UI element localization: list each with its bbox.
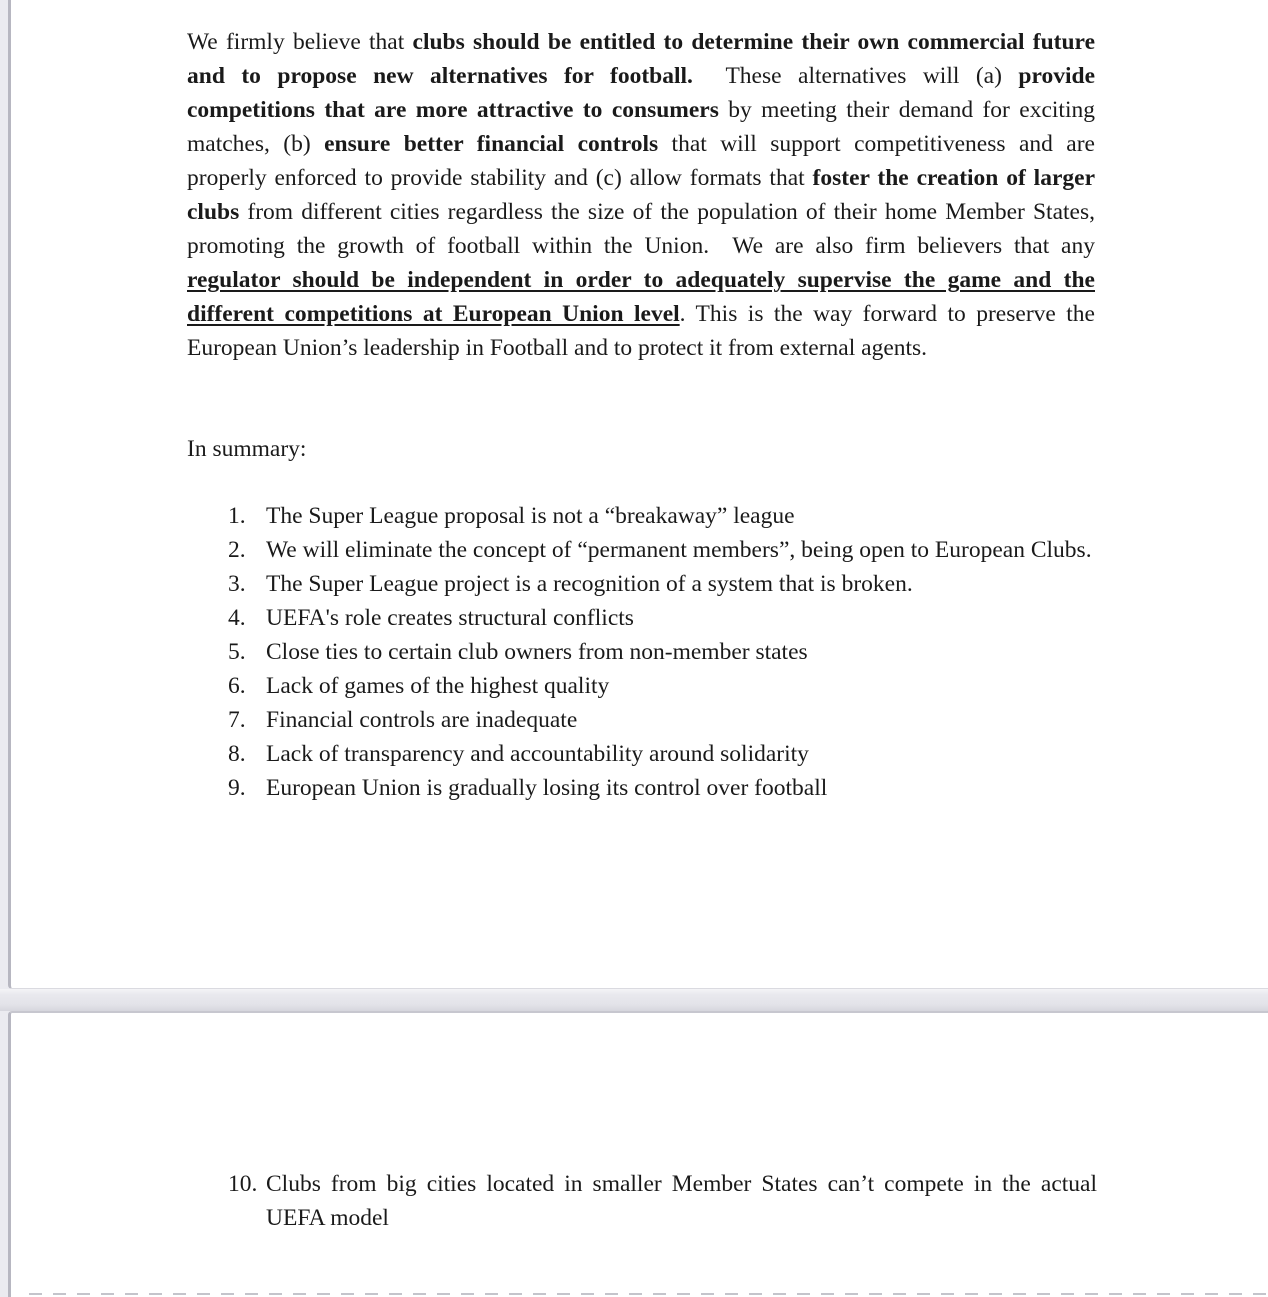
list-item-number: 5. xyxy=(228,639,246,665)
list-item-number: 7. xyxy=(228,707,246,733)
list-item-number: 3. xyxy=(228,571,246,597)
text-run: by meeting their demand for exciting matches, (b) xyxy=(187,97,1095,157)
list-item-text: Lack of transparency and accountability around solidarity xyxy=(266,741,809,767)
text-run-bold: provide competitions that are more attractive to consumers xyxy=(187,63,1096,123)
document-page-2 xyxy=(8,1011,1268,1297)
list-item-number: 4. xyxy=(228,605,246,631)
text-run: from different cities regardless the size of the population of their home Member States, promoting the growth of football within the Union. We are also firm believers that any xyxy=(187,199,1095,259)
list-item-text: We will eliminate the concept of “permanent members”, being open to European Clubs. xyxy=(266,537,1092,563)
summary-list xyxy=(228,499,1097,805)
list-item-number: 1. xyxy=(228,503,246,529)
list-item-7 xyxy=(228,703,1097,737)
list-item-text: UEFA's role creates structural conflicts xyxy=(266,605,634,631)
list-item-3 xyxy=(228,567,1097,601)
list-item-text: European Union is gradually losing its control over football xyxy=(266,775,828,801)
list-item-text: Close ties to certain club owners from non-member states xyxy=(266,639,808,665)
list-item-number: 2. xyxy=(228,537,246,563)
text-run-bold-underline: regulator should be independent in order to adequately supervise the game and the different competitions at European Union level xyxy=(187,267,1095,327)
page-break-gap xyxy=(0,989,1268,1011)
list-item-2 xyxy=(228,533,1097,567)
list-item-9 xyxy=(228,771,1097,805)
text-run-bold: clubs should be entitled to determine their own commercial future and to propose new alternatives for football. xyxy=(187,29,1095,89)
text-run: that will support competitiveness and are properly enforced to provide stability and (c) allow formats that xyxy=(187,131,1095,191)
list-item-text: Financial controls are inadequate xyxy=(266,707,578,733)
summary-heading: In summary: xyxy=(187,436,307,462)
list-item-10 xyxy=(228,1167,1097,1235)
intro-paragraph xyxy=(187,25,1095,365)
list-item-number: 8. xyxy=(228,741,246,767)
text-run: These alternatives will (a) xyxy=(692,63,1019,89)
list-item-text: The Super League project is a recognition of a system that is broken. xyxy=(266,571,913,597)
list-item-text: Lack of games of the highest quality xyxy=(266,673,610,699)
text-run-bold: ensure better financial controls xyxy=(324,131,659,157)
list-item-number: 9. xyxy=(228,775,246,801)
list-item-number: 10. xyxy=(228,1171,258,1197)
text-run-bold: foster the creation of larger clubs xyxy=(187,165,1096,225)
list-item-6 xyxy=(228,669,1097,703)
list-item-text: The Super League proposal is not a “breakaway” league xyxy=(266,503,795,529)
text-run: . This is the way forward to preserve the European Union’s leadership in Football and to protect it from external agents. xyxy=(187,301,1095,361)
text-run: We firmly believe that xyxy=(187,29,413,55)
list-item-1 xyxy=(228,499,1097,533)
list-item-4 xyxy=(228,601,1097,635)
list-item-8 xyxy=(228,737,1097,771)
document-page-1 xyxy=(8,0,1268,989)
list-item-5 xyxy=(228,635,1097,669)
list-item-number: 6. xyxy=(228,673,246,699)
bottom-dashed-line xyxy=(29,1293,1268,1295)
list-item-text: Clubs from big cities located in smaller Member States can’t compete in the actual UEFA model xyxy=(266,1171,1097,1231)
